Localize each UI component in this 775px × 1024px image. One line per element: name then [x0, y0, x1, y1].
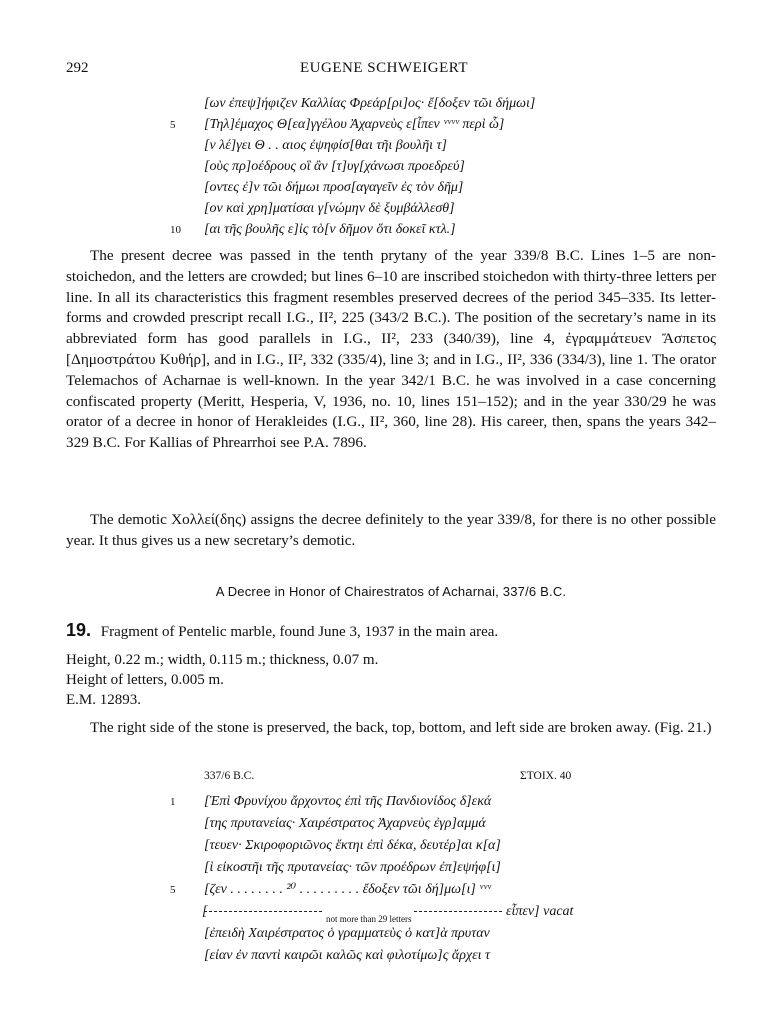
- line-number: 1: [170, 796, 176, 808]
- lacuna-label: not more than 29 letters: [324, 909, 413, 929]
- running-head: EUGENE SCHWEIGERT: [300, 60, 468, 76]
- letter-height: Height of letters, 0.005 m.: [66, 672, 224, 688]
- lacuna-dashes: [204, 911, 502, 924]
- line-text: [ον καὶ χρη]ματίσαι γ[νώμην δὲ ξυμβάλλεσθ]: [204, 201, 455, 216]
- line-text: [ζεν . . . . . . . . ²⁰ . . . . . . . . . ἔδοξεν τῶι δή]μω[ι] ᵛᵛᵛ: [204, 882, 492, 897]
- commentary-paragraph: The demotic Χολλεί(δης) assigns the decree definitely to the year 339/8, for there is no other possible year. It thus gives us a new secretary’s demotic.: [66, 511, 716, 549]
- line-text: εἶπεν] vacat: [506, 904, 574, 919]
- line-text: [τευεν· Σκιροφοριῶνος ἕκτηι ἐπὶ δέκα, δευτέρ]αι κ[α]: [204, 838, 501, 853]
- line-text: [οὺς πρ]οέδρους οἳ ἂν [τ]υγ[χάνωσι προεδρεύ]: [204, 159, 465, 174]
- line-number: 5: [170, 884, 176, 896]
- stoichedon-count: ΣΤΟΙΧ. 40: [520, 770, 572, 782]
- entry-description: Fragment of Pentelic marble, found June 3, 1937 in the main area.: [100, 624, 499, 640]
- inscription-line: [170, 157, 610, 177]
- line-text: [είαν ἐν παντὶ καιρῶι καλῶς καὶ φιλοτίμω]ς ἄρχει τ: [204, 948, 491, 963]
- preservation-note: The right side of the stone is preserved, the back, top, bottom, and left side are broken away. (Fig. 21.): [90, 719, 712, 736]
- entry-heading: [66, 620, 716, 641]
- entry-number: 19.: [66, 620, 92, 640]
- inscription-line: [170, 946, 610, 966]
- inscription-line: [170, 178, 610, 198]
- inscription-line: [170, 880, 610, 900]
- line-number: 10: [170, 224, 181, 236]
- line-text: [Ἐπὶ Φρυνίχου ἄρχοντος ἐπὶ τῆς Πανδιονίδος δ]εκά: [204, 794, 492, 809]
- line-text: [οντες ἐ]ν τῶι δήμωι προσ[αγαγεῖν ἐς τὸν δῆμ]: [204, 180, 464, 195]
- inscription-line: [170, 924, 610, 944]
- page-number: 292: [66, 60, 89, 76]
- line-text: [αι τῆς βουλῆς ε]ἰς τὸ[ν δῆμον ὅτι δοκεῖ κτλ.]: [204, 222, 456, 237]
- inscription-line: [170, 792, 610, 812]
- line-text: [της πρυτανείας· Χαιρέστρατος Ἀχαρνεὺς ἐγρ]αμμά: [204, 816, 486, 831]
- inscription-line: [170, 199, 610, 219]
- inscription-line: [170, 220, 610, 240]
- line-text: [ἐπειδὴ Χαιρέστρατος ὁ γραμματεὺς ὁ κατ]ὰ πρυταν: [204, 926, 490, 941]
- line-text: [ων ἐπεψ]ήφιζεν Καλλίας Φρεάρ[ρι]ος· ἔ[δοξεν τῶι δήμωι]: [204, 96, 536, 111]
- line-number: 5: [170, 119, 176, 131]
- commentary-paragraph: The present decree was passed in the tenth prytany of the year 339/8 B.C. Lines 1–5 are non-stoichedon, and the letters are crowded; but lines 6–10 are inscribed stoichedon with thirty-three letters per line. In all its characteristics this fragment resembles preserved decrees of the period 345–335. Its letter-forms and crowded prescript recall I.G., II², 225 (343/2 B.C.). The position of the secretary’s name in its abbreviated form has good parallels in I.G., II², 233 (340/39), line 4, ἐγραμμάτευεν Ἄσπετος [Δημοστράτου Κυθήρ], and in I.G., II², 332 (335/4), line 3; and in I.G., II², 336 (334/3), line 1. The orator Telemachos of Acharnae is well-known. In the year 342/1 B.C. he was involved in a case concerning confiscated property (Meritt, Hesperia, V, 1936, no. 10, lines 151–152); and in the year 330/29 he was orator of a decree in honor of Herakleides (I.G., II², 360, line 28). His career, then, spans the years 342–329 B.C. For Kallias of Phrearrhoi see P.A. 7896.: [66, 247, 716, 452]
- inscription-line: [170, 136, 610, 156]
- inscription-line: [170, 858, 610, 878]
- inscription-line-lacuna: [170, 902, 610, 922]
- inscription-line: [170, 94, 610, 114]
- inscription-date: 337/6 B.C.: [204, 770, 255, 782]
- line-text: [ν λέ]γει Θ . . αιος ἐψηφίσ[θαι τῆι βουλῆι τ]: [204, 138, 448, 153]
- line-text: [ὶ εἰκοστῆι τῆς πρυτανείας· τῶν προέδρων ἐπ]εψήφ[ι]: [204, 860, 501, 875]
- line-text: [Τηλ]έμαχος Θ[εα]γγέλου Ἀχαρνεὺς ε[ἶπεν ᵛᵛᵛᵛ περὶ ὧ]: [204, 117, 505, 132]
- section-heading: A Decree in Honor of Chairestratos of Acharnai, 337/6 B.C.: [215, 584, 567, 599]
- dimensions: Height, 0.22 m.; width, 0.115 m.; thickness, 0.07 m.: [66, 652, 379, 668]
- inscription-line: [170, 836, 610, 856]
- inscription-line: [170, 115, 610, 135]
- bracket-open: [: [202, 904, 208, 919]
- inventory-number: E.M. 12893.: [66, 692, 141, 708]
- inscription-line: [170, 814, 610, 834]
